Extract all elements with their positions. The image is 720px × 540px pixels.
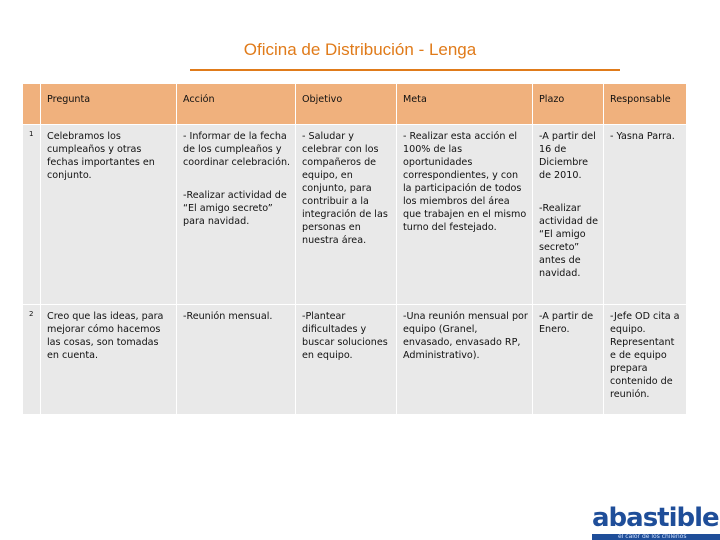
cell-meta: -Una reunión mensual por equipo (Granel, envasado, envasado RP, Administrativo).: [397, 305, 533, 415]
logo-wordmark: abastible: [592, 503, 719, 533]
action-plan-table: [22, 83, 687, 415]
header-responsable: Responsable: [604, 84, 687, 125]
accion-item: -Realizar actividad de “El amigo secreto” para navidad.: [183, 190, 287, 228]
abastible-logo: [592, 501, 720, 540]
cell-accion: [177, 125, 296, 305]
header-meta: Meta: [397, 84, 533, 125]
cell-accion: [177, 305, 296, 415]
header-pregunta: Pregunta: [41, 84, 177, 125]
accion-item: -Reunión mensual.: [183, 311, 273, 322]
cell-plazo: [533, 305, 604, 415]
cell-pregunta: Creo que las ideas, para mejorar cómo hacemos las cosas, son tomadas en cuenta.: [41, 305, 177, 415]
plazo-item: -A partir de Enero.: [539, 311, 594, 336]
cell-objetivo: - Saludar y celebrar con los compañeros de equipo, en conjunto, para contribuir a la integración de las personas en nuestra área.: [296, 125, 397, 305]
header-plazo: Plazo: [533, 84, 604, 125]
header-accion: Acción: [177, 84, 296, 125]
cell-plazo: [533, 125, 604, 305]
cell-pregunta: Celebramos los cumpleaños y otras fechas importantes en conjunto.: [41, 125, 177, 305]
table-row: [23, 125, 687, 305]
header-objetivo: Objetivo: [296, 84, 397, 125]
cell-meta: - Realizar esta acción el 100% de las oportunidades correspondientes, y con la participación de todos los miembros del área que trabajen en el mismo turno del festejado.: [397, 125, 533, 305]
header-num: [23, 84, 41, 125]
table-row: [23, 305, 687, 415]
table-header-row: [23, 84, 687, 125]
logo-tagline: el calor de los chilenos: [618, 534, 687, 540]
cell-responsable: -Jefe OD cita a equipo. Representant e de equipo prepara contenido de reunión.: [604, 305, 687, 415]
plazo-item: -A partir del 16 de Diciembre de 2010.: [539, 131, 596, 182]
accion-item: - Informar de la fecha de los cumpleaños y coordinar celebración.: [183, 131, 291, 169]
title-underline: [190, 69, 620, 71]
cell-responsable: - Yasna Parra.: [604, 125, 687, 305]
row-number: 2: [23, 305, 41, 415]
row-number: 1: [23, 125, 41, 305]
logo-tagline-bar: [592, 534, 720, 540]
page-title: Oficina de Distribución - Lenga: [243, 40, 477, 59]
plazo-item: -Realizar actividad de “El amigo secreto” antes de navidad.: [539, 203, 599, 280]
cell-objetivo: -Plantear dificultades y buscar soluciones en equipo.: [296, 305, 397, 415]
